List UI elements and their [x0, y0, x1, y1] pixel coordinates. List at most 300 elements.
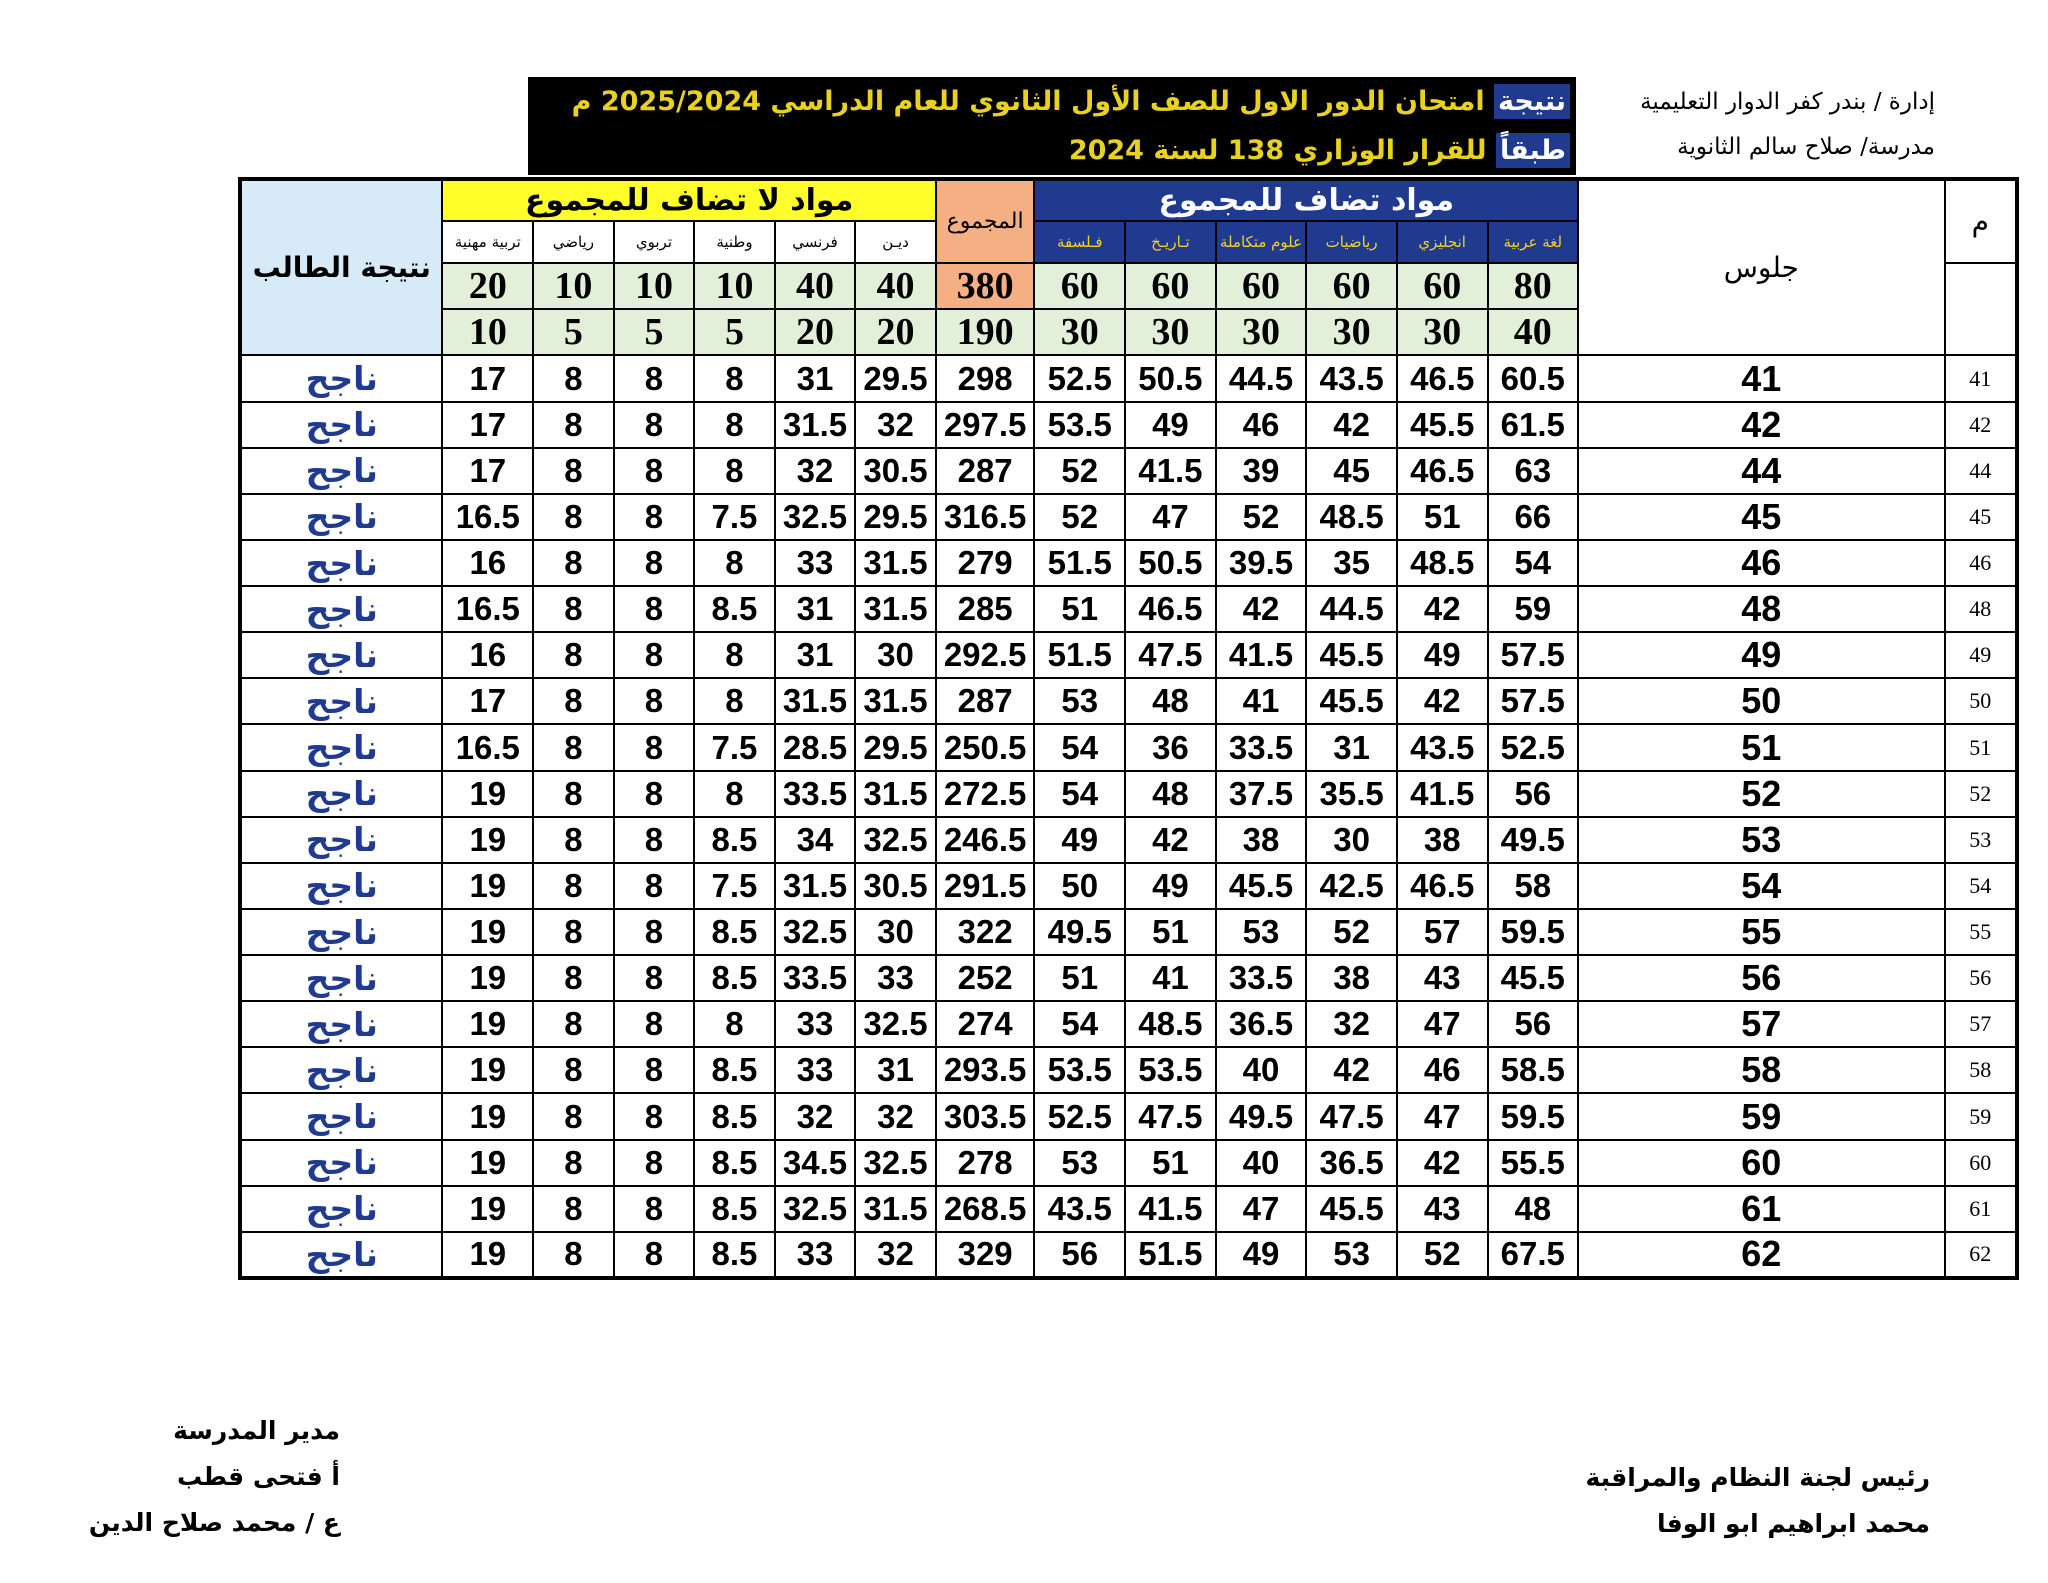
grade-not-added: 8 — [614, 1186, 695, 1232]
grade-added: 49.5 — [1034, 909, 1125, 955]
grade-total: 298 — [936, 355, 1035, 401]
grade-not-added: 31.5 — [855, 678, 936, 724]
grade-not-added: 8.5 — [694, 1140, 775, 1186]
student-result: ناجح — [240, 955, 442, 1001]
grade-added: 47 — [1216, 1186, 1307, 1232]
grade-added: 40 — [1216, 1140, 1307, 1186]
grade-added: 51 — [1397, 494, 1488, 540]
grade-added: 40 — [1216, 1047, 1307, 1093]
grade-not-added: 8 — [533, 724, 614, 770]
grade-not-added: 32 — [775, 448, 856, 494]
seat-number: 62 — [1578, 1232, 1944, 1278]
grade-not-added: 8 — [614, 1232, 695, 1278]
col-header-m: م — [1945, 179, 2017, 263]
grade-added: 48.5 — [1397, 540, 1488, 586]
grade-added: 41.5 — [1397, 771, 1488, 817]
grade-not-added: 32.5 — [775, 1186, 856, 1232]
grade-not-added: 8 — [533, 909, 614, 955]
grade-added: 46.5 — [1125, 586, 1216, 632]
grade-not-added: 8 — [533, 1047, 614, 1093]
grade-not-added: 8 — [694, 540, 775, 586]
grade-not-added: 8 — [533, 1232, 614, 1278]
grade-not-added: 33 — [775, 1001, 856, 1047]
grade-not-added: 8 — [533, 863, 614, 909]
grade-added: 52.5 — [1488, 724, 1579, 770]
grade-not-added: 33 — [775, 540, 856, 586]
grade-added: 42.5 — [1306, 863, 1397, 909]
grade-not-added: 8 — [694, 632, 775, 678]
grade-not-added: 19 — [442, 1186, 533, 1232]
grade-not-added: 8 — [614, 1047, 695, 1093]
student-result: ناجح — [240, 1093, 442, 1139]
principal-signature — [30, 1408, 340, 1546]
grade-not-added: 8 — [533, 632, 614, 678]
grade-added: 45.5 — [1306, 632, 1397, 678]
min-mark-added: 40 — [1488, 309, 1579, 355]
grade-not-added: 8 — [533, 1140, 614, 1186]
grade-not-added: 19 — [442, 1232, 533, 1278]
grade-added: 41.5 — [1125, 448, 1216, 494]
max-mark-not-added: 20 — [442, 263, 533, 309]
grade-not-added: 8 — [614, 1140, 695, 1186]
grade-added: 52 — [1306, 909, 1397, 955]
grade-not-added: 33.5 — [775, 771, 856, 817]
grade-added: 54 — [1034, 724, 1125, 770]
banner-text-2: للقرار الوزاري 138 لسنة 2024 — [1068, 135, 1487, 166]
row-index: 53 — [1945, 817, 2017, 863]
banner-tag: نتيجة — [1494, 84, 1570, 119]
grade-added: 49 — [1216, 1232, 1307, 1278]
grade-not-added: 31.5 — [855, 586, 936, 632]
grade-added: 39 — [1216, 448, 1307, 494]
grade-added: 48.5 — [1125, 1001, 1216, 1047]
grade-not-added: 31 — [775, 632, 856, 678]
grade-not-added: 8 — [614, 1093, 695, 1139]
grade-added: 49 — [1034, 817, 1125, 863]
grade-total: 303.5 — [936, 1093, 1035, 1139]
grade-added: 56 — [1488, 1001, 1579, 1047]
grade-added: 45.5 — [1216, 863, 1307, 909]
row-index: 46 — [1945, 540, 2017, 586]
grade-not-added: 8 — [533, 817, 614, 863]
subject-header-added: تـاريـخ — [1125, 221, 1216, 263]
grade-not-added: 32.5 — [855, 1001, 936, 1047]
subject-header-added: لغة عربية — [1488, 221, 1579, 263]
grade-added: 57.5 — [1488, 632, 1579, 678]
grade-not-added: 30 — [855, 632, 936, 678]
seat-number: 48 — [1578, 586, 1944, 632]
subject-header-not-added: وطنية — [694, 221, 775, 263]
grade-added: 52.5 — [1034, 355, 1125, 401]
grade-added: 35.5 — [1306, 771, 1397, 817]
table-row — [240, 1140, 2017, 1186]
grade-added: 32 — [1306, 1001, 1397, 1047]
grade-not-added: 30.5 — [855, 863, 936, 909]
subject-header-not-added: تربوي — [614, 221, 695, 263]
grade-added: 54 — [1488, 540, 1579, 586]
grade-not-added: 19 — [442, 1140, 533, 1186]
group-header-not-added: مواد لا تضاف للمجموع — [442, 179, 935, 221]
max-mark-not-added: 10 — [694, 263, 775, 309]
min-mark-total: 190 — [936, 309, 1035, 355]
grade-added: 43.5 — [1397, 724, 1488, 770]
row-index: 42 — [1945, 402, 2017, 448]
grade-added: 38 — [1216, 817, 1307, 863]
grade-added: 43.5 — [1306, 355, 1397, 401]
row-index: 56 — [1945, 955, 2017, 1001]
grade-not-added: 8 — [614, 955, 695, 1001]
grade-added: 42 — [1125, 817, 1216, 863]
grade-not-added: 8 — [614, 586, 695, 632]
student-result: ناجح — [240, 817, 442, 863]
table-row — [240, 771, 2017, 817]
grade-not-added: 8 — [533, 678, 614, 724]
grade-not-added: 8.5 — [694, 1186, 775, 1232]
grade-not-added: 8 — [614, 402, 695, 448]
seat-number: 55 — [1578, 909, 1944, 955]
grade-not-added: 19 — [442, 955, 533, 1001]
grade-added: 47 — [1397, 1001, 1488, 1047]
grade-not-added: 33 — [855, 955, 936, 1001]
row-index: 62 — [1945, 1232, 2017, 1278]
table-row — [240, 724, 2017, 770]
grade-added: 31 — [1306, 724, 1397, 770]
row-index: 41 — [1945, 355, 2017, 401]
grade-added: 46.5 — [1397, 355, 1488, 401]
committee-title: رئيس لجنة النظام والمراقبة — [1585, 1463, 1930, 1492]
max-mark-added: 60 — [1397, 263, 1488, 309]
table-row — [240, 632, 2017, 678]
grade-not-added: 7.5 — [694, 724, 775, 770]
grade-not-added: 19 — [442, 771, 533, 817]
student-result: ناجح — [240, 724, 442, 770]
grade-not-added: 17 — [442, 355, 533, 401]
grade-added: 39.5 — [1216, 540, 1307, 586]
grade-added: 48 — [1488, 1186, 1579, 1232]
grade-total: 322 — [936, 909, 1035, 955]
grade-not-added: 8 — [533, 771, 614, 817]
table-row — [240, 1001, 2017, 1047]
grade-added: 51.5 — [1125, 1232, 1216, 1278]
student-result: ناجح — [240, 355, 442, 401]
exam-title-banner — [528, 77, 1576, 175]
grade-not-added: 8 — [614, 494, 695, 540]
grade-added: 45.5 — [1397, 402, 1488, 448]
grade-not-added: 31.5 — [775, 863, 856, 909]
grade-not-added: 8 — [614, 771, 695, 817]
seat-number: 59 — [1578, 1093, 1944, 1139]
grade-not-added: 8 — [533, 1186, 614, 1232]
grade-added: 46.5 — [1397, 448, 1488, 494]
row-index: 49 — [1945, 632, 2017, 678]
min-mark-added: 30 — [1306, 309, 1397, 355]
grade-added: 56 — [1488, 771, 1579, 817]
grade-not-added: 7.5 — [694, 863, 775, 909]
banner-text-1: امتحان الدور الاول للصف الأول الثانوي للعام الدراسي 2025/2024 م — [571, 86, 1485, 117]
grade-added: 53 — [1034, 678, 1125, 724]
seat-number: 52 — [1578, 771, 1944, 817]
grade-not-added: 34 — [775, 817, 856, 863]
grade-not-added: 31.5 — [855, 1186, 936, 1232]
row-index: 51 — [1945, 724, 2017, 770]
grade-added: 45 — [1306, 448, 1397, 494]
min-mark-added: 30 — [1216, 309, 1307, 355]
grade-not-added: 8.5 — [694, 586, 775, 632]
grade-added: 51 — [1034, 955, 1125, 1001]
grade-added: 37.5 — [1216, 771, 1307, 817]
col-header-m-blank — [1945, 263, 2017, 355]
grade-not-added: 8 — [614, 448, 695, 494]
grade-not-added: 31.5 — [855, 771, 936, 817]
grade-added: 51.5 — [1034, 632, 1125, 678]
grade-not-added: 8 — [694, 1001, 775, 1047]
grade-added: 38 — [1397, 817, 1488, 863]
grade-not-added: 19 — [442, 1093, 533, 1139]
student-result: ناجح — [240, 1140, 442, 1186]
student-result: ناجح — [240, 771, 442, 817]
grade-not-added: 8 — [614, 540, 695, 586]
banner-line-1 — [528, 77, 1576, 126]
grade-total: 268.5 — [936, 1186, 1035, 1232]
grade-added: 53.5 — [1125, 1047, 1216, 1093]
committee-name: محمد ابراهيم ابو الوفا — [1656, 1509, 1930, 1538]
table-row — [240, 817, 2017, 863]
subject-header-added: علوم متكاملة — [1216, 221, 1307, 263]
row-index: 54 — [1945, 863, 2017, 909]
col-header-total: المجموع — [936, 179, 1035, 263]
grade-not-added: 32.5 — [855, 1140, 936, 1186]
grade-not-added: 19 — [442, 1047, 533, 1093]
administration-line: إدارة / بندر كفر الدوار التعليمية — [1640, 89, 1935, 115]
grade-not-added: 8 — [614, 724, 695, 770]
grade-not-added: 33.5 — [775, 955, 856, 1001]
grade-not-added: 8.5 — [694, 1093, 775, 1139]
seat-number: 54 — [1578, 863, 1944, 909]
grade-not-added: 30 — [855, 909, 936, 955]
grade-not-added: 29.5 — [855, 494, 936, 540]
max-mark-not-added: 40 — [775, 263, 856, 309]
grade-added: 46.5 — [1397, 863, 1488, 909]
grade-added: 67.5 — [1488, 1232, 1579, 1278]
grade-not-added: 8 — [614, 355, 695, 401]
grade-not-added: 19 — [442, 909, 533, 955]
grade-not-added: 8.5 — [694, 817, 775, 863]
grade-added: 36.5 — [1306, 1140, 1397, 1186]
grade-not-added: 29.5 — [855, 355, 936, 401]
grade-added: 45.5 — [1488, 955, 1579, 1001]
grade-added: 52 — [1034, 494, 1125, 540]
col-header-seat: جلوس — [1578, 179, 1944, 355]
grade-not-added: 8.5 — [694, 1047, 775, 1093]
grade-not-added: 32.5 — [775, 909, 856, 955]
grade-added: 43 — [1397, 1186, 1488, 1232]
grade-not-added: 8 — [694, 678, 775, 724]
table-row — [240, 1232, 2017, 1278]
seat-number: 49 — [1578, 632, 1944, 678]
max-mark-added: 60 — [1034, 263, 1125, 309]
grade-added: 57.5 — [1488, 678, 1579, 724]
table-row — [240, 909, 2017, 955]
grade-added: 49 — [1125, 863, 1216, 909]
grade-not-added: 19 — [442, 817, 533, 863]
grade-not-added: 8 — [614, 632, 695, 678]
grade-total: 293.5 — [936, 1047, 1035, 1093]
grade-total: 252 — [936, 955, 1035, 1001]
grade-added: 48 — [1125, 771, 1216, 817]
grade-not-added: 8 — [533, 1001, 614, 1047]
min-mark-added: 30 — [1125, 309, 1216, 355]
grade-total: 274 — [936, 1001, 1035, 1047]
grade-not-added: 28.5 — [775, 724, 856, 770]
seat-number: 53 — [1578, 817, 1944, 863]
max-mark-not-added: 10 — [533, 263, 614, 309]
grade-not-added: 7.5 — [694, 494, 775, 540]
grade-not-added: 32.5 — [855, 817, 936, 863]
grade-not-added: 33 — [775, 1047, 856, 1093]
grade-not-added: 8 — [694, 402, 775, 448]
grade-added: 49 — [1125, 402, 1216, 448]
table-row — [240, 863, 2017, 909]
grade-not-added: 8 — [533, 955, 614, 1001]
grade-not-added: 8 — [614, 909, 695, 955]
max-mark-added: 60 — [1306, 263, 1397, 309]
school-line: مدرسة/ صلاح سالم الثانوية — [1677, 134, 1935, 160]
grade-added: 59.5 — [1488, 1093, 1579, 1139]
subject-header-added: رياضيات — [1306, 221, 1397, 263]
max-mark-not-added: 10 — [614, 263, 695, 309]
grade-added: 60.5 — [1488, 355, 1579, 401]
max-mark-added: 80 — [1488, 263, 1579, 309]
grade-added: 49.5 — [1488, 817, 1579, 863]
grade-added: 53 — [1216, 909, 1307, 955]
table-row — [240, 955, 2017, 1001]
grade-total: 287 — [936, 448, 1035, 494]
min-mark-not-added: 20 — [855, 309, 936, 355]
grade-added: 41 — [1216, 678, 1307, 724]
row-index: 48 — [1945, 586, 2017, 632]
grade-added: 56 — [1034, 1232, 1125, 1278]
subject-header-not-added: ديـن — [855, 221, 936, 263]
grade-added: 42 — [1397, 678, 1488, 724]
table-row — [240, 355, 2017, 401]
row-index: 57 — [1945, 1001, 2017, 1047]
grade-not-added: 32 — [855, 402, 936, 448]
min-mark-not-added: 5 — [694, 309, 775, 355]
grade-not-added: 17 — [442, 402, 533, 448]
row-index: 44 — [1945, 448, 2017, 494]
grade-total: 329 — [936, 1232, 1035, 1278]
grade-added: 52 — [1034, 448, 1125, 494]
row-index: 50 — [1945, 678, 2017, 724]
student-result: ناجح — [240, 1047, 442, 1093]
min-mark-added: 30 — [1397, 309, 1488, 355]
seat-number: 45 — [1578, 494, 1944, 540]
student-result: ناجح — [240, 909, 442, 955]
min-mark-added: 30 — [1034, 309, 1125, 355]
col-header-result: نتيجة الطالب — [240, 179, 442, 355]
seat-number: 50 — [1578, 678, 1944, 724]
grade-added: 42 — [1306, 1047, 1397, 1093]
table-row — [240, 586, 2017, 632]
grade-total: 316.5 — [936, 494, 1035, 540]
grade-not-added: 16.5 — [442, 586, 533, 632]
max-mark-added: 60 — [1125, 263, 1216, 309]
grade-added: 61.5 — [1488, 402, 1579, 448]
table-row — [240, 1186, 2017, 1232]
grade-added: 38 — [1306, 955, 1397, 1001]
table-row — [240, 494, 2017, 540]
grade-added: 47 — [1125, 494, 1216, 540]
seat-number: 60 — [1578, 1140, 1944, 1186]
grade-added: 42 — [1306, 402, 1397, 448]
table-row — [240, 448, 2017, 494]
grade-added: 54 — [1034, 1001, 1125, 1047]
grade-added: 50.5 — [1125, 355, 1216, 401]
max-mark-not-added: 40 — [855, 263, 936, 309]
grade-not-added: 8.5 — [694, 955, 775, 1001]
grade-not-added: 31.5 — [775, 678, 856, 724]
grade-not-added: 19 — [442, 863, 533, 909]
banner-tag-2: طبقاً — [1496, 133, 1570, 168]
grade-not-added: 8 — [533, 494, 614, 540]
grade-not-added: 8 — [614, 1001, 695, 1047]
grade-not-added: 16.5 — [442, 724, 533, 770]
seat-number: 41 — [1578, 355, 1944, 401]
grade-added: 53 — [1034, 1140, 1125, 1186]
grade-added: 55.5 — [1488, 1140, 1579, 1186]
student-result: ناجح — [240, 1232, 442, 1278]
subject-header-not-added: فرنسي — [775, 221, 856, 263]
header-row-groups — [240, 179, 2017, 221]
min-mark-not-added: 20 — [775, 309, 856, 355]
grade-added: 53.5 — [1034, 402, 1125, 448]
grade-added: 59.5 — [1488, 909, 1579, 955]
grade-added: 54 — [1034, 771, 1125, 817]
student-result: ناجح — [240, 586, 442, 632]
grade-added: 36.5 — [1216, 1001, 1307, 1047]
grade-added: 58.5 — [1488, 1047, 1579, 1093]
seat-number: 58 — [1578, 1047, 1944, 1093]
grade-added: 63 — [1488, 448, 1579, 494]
grade-added: 41.5 — [1125, 1186, 1216, 1232]
grade-not-added: 32 — [855, 1093, 936, 1139]
grade-added: 49 — [1397, 632, 1488, 678]
grade-not-added: 29.5 — [855, 724, 936, 770]
grade-added: 50 — [1034, 863, 1125, 909]
row-index: 59 — [1945, 1093, 2017, 1139]
grade-total: 246.5 — [936, 817, 1035, 863]
grade-not-added: 8 — [614, 817, 695, 863]
table-row — [240, 540, 2017, 586]
student-result: ناجح — [240, 540, 442, 586]
grade-added: 47.5 — [1125, 1093, 1216, 1139]
grade-not-added: 34.5 — [775, 1140, 856, 1186]
student-result: ناجح — [240, 1186, 442, 1232]
grade-added: 53.5 — [1034, 1047, 1125, 1093]
grade-added: 42 — [1397, 586, 1488, 632]
min-mark-not-added: 5 — [533, 309, 614, 355]
grade-not-added: 8.5 — [694, 909, 775, 955]
row-index: 58 — [1945, 1047, 2017, 1093]
min-mark-not-added: 5 — [614, 309, 695, 355]
grade-added: 48.5 — [1306, 494, 1397, 540]
grade-added: 44.5 — [1306, 586, 1397, 632]
table-row — [240, 1047, 2017, 1093]
grade-added: 51.5 — [1034, 540, 1125, 586]
grade-added: 36 — [1125, 724, 1216, 770]
grade-not-added: 8 — [533, 586, 614, 632]
grade-not-added: 8 — [533, 1093, 614, 1139]
